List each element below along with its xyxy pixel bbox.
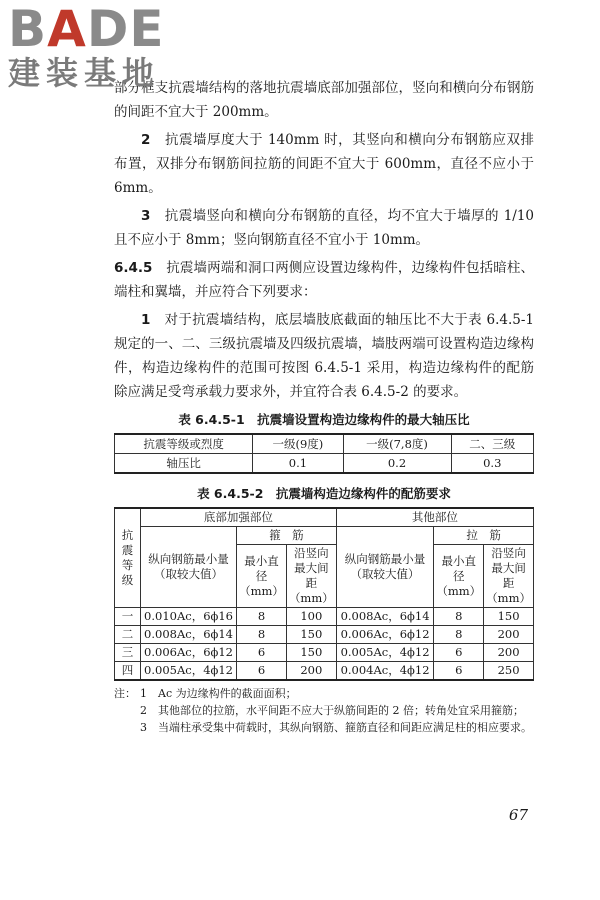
cell-grade: 四 [115,662,141,681]
cell-grade: 一 [115,608,141,626]
cell-long-bar: 0.006Ac，6ϕ12 [336,626,434,644]
header-min-dia: 最小直径（mm） [434,545,484,608]
brand-logo [8,0,165,92]
clause-6-4-5: 6.4.5 抗震墙两端和洞口两侧应设置边缘构件，边缘构件包括暗柱、端柱和翼墙，并应符合下列要求： [114,260,535,300]
table1-caption: 表 6.4.5-1 抗震墙设置构造边缘构件的最大轴压比 [178,412,470,427]
cell-grade: 三 [115,644,141,662]
table-row [115,608,534,626]
table-header-cell: 抗震等级或烈度 [115,434,253,454]
cell-dia: 6 [434,644,484,662]
table-row [115,626,534,644]
cell-dia: 8 [237,626,287,644]
cell-spacing: 250 [484,662,534,681]
paragraph-continuation: 部分框支抗震墙结构的落地抗震墙底部加强部位，竖向和横向分布钢筋的间距不宜大于 200mm。 [114,80,534,120]
logo-subtitle: 建装基地 [8,54,161,92]
header-long-bar-other: 纵向钢筋最小量（取较大值） [336,527,434,608]
table-axial-ratio [114,433,534,474]
table-row [115,454,534,474]
table-header-cell: 一级(9度) [253,434,343,454]
cell-long-bar: 0.008Ac，6ϕ14 [140,626,236,644]
table2-caption: 表 6.4.5-2 抗震墙构造边缘构件的配筋要求 [197,486,451,501]
header-grade: 抗震等级 [115,508,141,608]
table-header-row [115,527,534,545]
cell-spacing: 150 [286,626,336,644]
cell-dia: 6 [237,662,287,681]
notes-label: 注： [114,687,136,700]
cell-grade: 二 [115,626,141,644]
cell-long-bar: 0.006Ac，6ϕ12 [140,644,236,662]
paragraph-item-2: 2 抗震墙厚度大于 140mm 时，其竖向和横向分布钢筋应双排布置，双排分布钢筋间拉筋的间距不宜大于 600mm，直径不应小于 6mm。 [114,132,535,196]
cell-long-bar: 0.005Ac，4ϕ12 [140,662,236,681]
cell-spacing: 200 [286,662,336,681]
table-header-cell: 二、三级 [451,434,534,454]
header-min-dia: 最小直径（mm） [237,545,287,608]
cell-spacing: 200 [484,644,534,662]
header-spacing: 沿竖向最大间距（mm） [286,545,336,608]
table-cell: 0.2 [343,454,451,474]
table-notes [114,685,534,736]
table-header-row [115,508,534,527]
cell-long-bar: 0.005Ac，4ϕ12 [336,644,434,662]
header-bottom-zone: 底部加强部位 [140,508,336,527]
table-row [115,644,534,662]
cell-long-bar: 0.004Ac，4ϕ12 [336,662,434,681]
header-long-bar-bottom: 纵向钢筋最小量（取较大值） [140,527,236,608]
table-row [115,434,534,454]
page-content [114,76,534,736]
note-item: 2 其他部位的拉筋，水平间距不应大于纵筋间距的 2 倍；转角处宜采用箍筋； [140,704,524,717]
header-tie: 拉 筋 [434,527,534,545]
logo-wordmark: BADE [8,0,165,58]
header-stirrup: 箍 筋 [237,527,337,545]
header-other-zone: 其他部位 [336,508,533,527]
table-cell: 0.1 [253,454,343,474]
note-item: 注： 1 Ac 为边缘构件的截面面积； [114,687,297,700]
cell-dia: 8 [237,608,287,626]
page-number: 67 [508,806,528,824]
paragraph-item-3: 3 抗震墙竖向和横向分布钢筋的直径，均不宜大于墙厚的 1/10 且不应小于 8mm；竖向钢筋直径不宜小于 10mm。 [114,208,535,248]
note-item: 3 当端柱承受集中荷载时，其纵向钢筋、箍筋直径和间距应满足柱的相应要求。 [140,721,532,734]
cell-spacing: 100 [286,608,336,626]
table-row [115,662,534,681]
cell-spacing: 150 [286,644,336,662]
paragraph-item-1: 1 对于抗震墙结构，底层墙肢底截面的轴压比不大于表 6.4.5-1 规定的一、二、三级抗震墙及四级抗震墙，墙肢两端可设置构造边缘构件，构造边缘构件的范围可按图 6.4.5-1 采用，构造边缘构件的配筋除应满足受弯承载力要求外，并宜符合表 6.4.5-2 的要求。 [114,312,535,400]
table-header-cell: 一级(7,8度) [343,434,451,454]
header-spacing: 沿竖向最大间距（mm） [484,545,534,608]
cell-dia: 8 [434,626,484,644]
cell-long-bar: 0.008Ac，6ϕ14 [336,608,434,626]
cell-spacing: 200 [484,626,534,644]
table-reinforcement [114,507,534,681]
cell-long-bar: 0.010Ac，6ϕ16 [140,608,236,626]
cell-spacing: 150 [484,608,534,626]
cell-dia: 6 [237,644,287,662]
cell-dia: 8 [434,608,484,626]
table-cell: 轴压比 [115,454,253,474]
cell-dia: 6 [434,662,484,681]
table-cell: 0.3 [451,454,534,474]
